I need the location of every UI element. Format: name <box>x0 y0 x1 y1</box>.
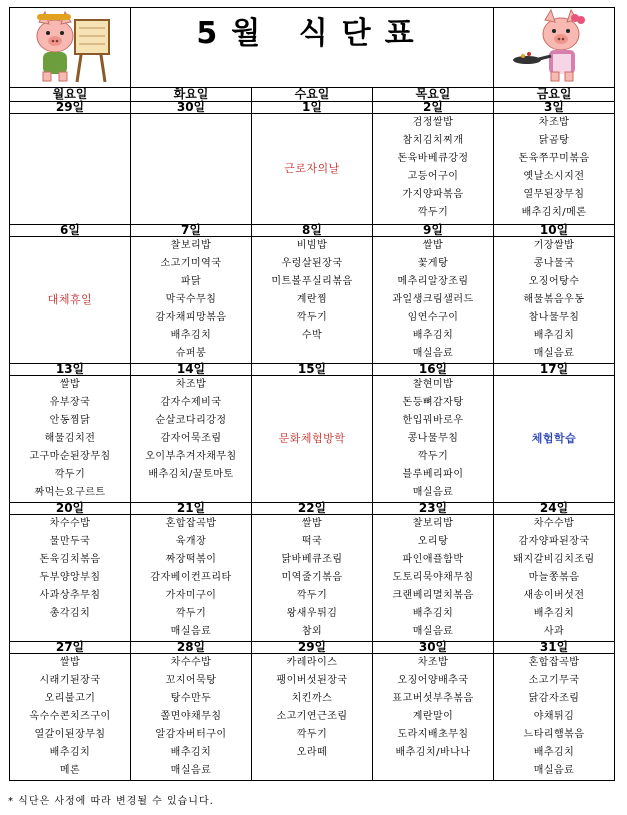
menu-item: 사과상추무침 <box>39 590 101 601</box>
menu-item: 야채튀김 <box>533 711 575 722</box>
menu-item: 차수수밥 <box>49 518 91 529</box>
menu-cell <box>252 515 373 642</box>
menu-item: 참외 <box>301 626 323 637</box>
menu-item: 유부장국 <box>49 397 91 408</box>
menu-item: 왕새우튀김 <box>286 608 338 619</box>
date-cell: 13일 <box>10 364 131 376</box>
menu-cell <box>373 237 494 364</box>
menu-item: 찰보리밥 <box>412 518 454 529</box>
menu-item: 깍두기 <box>296 590 328 601</box>
weekday-header: 월요일 <box>10 88 131 102</box>
menu-item: 감자수제비국 <box>160 397 222 408</box>
menu-cell <box>373 114 494 225</box>
menu-row <box>10 114 615 225</box>
menu-item: 매실음료 <box>533 348 575 359</box>
date-cell: 21일 <box>131 503 252 515</box>
menu-cell <box>252 237 373 364</box>
menu-item: 오리탕 <box>417 536 449 547</box>
menu-item: 가자미구이 <box>165 590 217 601</box>
menu-item: 매실음료 <box>412 487 454 498</box>
menu-item: 알감자버터구이 <box>155 729 227 740</box>
menu-item: 쌀밥 <box>59 379 81 390</box>
menu-item: 옥수수콘치즈구이 <box>29 711 111 722</box>
menu-item: 새송이버섯전 <box>523 590 585 601</box>
menu-item: 쫄면야채무침 <box>160 711 222 722</box>
date-row <box>10 102 615 114</box>
menu-item: 도토리묵야채무침 <box>392 572 474 583</box>
menu-cell <box>10 376 131 503</box>
menu-item: 돈육쭈꾸미볶음 <box>518 153 590 164</box>
menu-cell <box>494 515 615 642</box>
menu-row <box>10 376 615 503</box>
weekday-header: 화요일 <box>131 88 252 102</box>
menu-item: 깍두기 <box>296 729 328 740</box>
menu-item: 열무된장무침 <box>523 189 585 200</box>
menu-item: 블루베리파이 <box>402 469 464 480</box>
menu-item: 마늘쫑볶음 <box>528 572 580 583</box>
menu-item: 고구마순된장무침 <box>29 451 111 462</box>
event-label: 근로자의날 <box>284 162 340 175</box>
title-row <box>10 8 615 88</box>
menu-row <box>10 237 615 364</box>
menu-item: 도라지배초무침 <box>397 729 469 740</box>
menu-item: 깍두기 <box>175 608 207 619</box>
menu-item: 해물볶음우동 <box>523 294 585 305</box>
date-row <box>10 503 615 515</box>
menu-item: 미트볼푸실리볶음 <box>271 276 353 287</box>
date-cell: 28일 <box>131 642 252 654</box>
menu-item: 돈육김치볶음 <box>39 554 101 565</box>
menu-item: 과일생크림샐러드 <box>392 294 474 305</box>
menu-item: 혼합잡곡밥 <box>528 657 580 668</box>
menu-item: 감자양파된장국 <box>518 536 590 547</box>
menu-cell <box>252 376 373 503</box>
menu-item: 찰현미밥 <box>412 379 454 390</box>
date-cell: 1일 <box>252 102 373 114</box>
date-cell: 3일 <box>494 102 615 114</box>
menu-item: 오리불고기 <box>44 693 96 704</box>
menu-item: 매실음료 <box>412 348 454 359</box>
menu-item: 깍두기 <box>54 469 86 480</box>
menu-cell <box>373 654 494 781</box>
menu-item: 배추김치/꿀토마토 <box>148 469 234 480</box>
menu-item: 감자채피망볶음 <box>155 312 227 323</box>
menu-item: 육개장 <box>175 536 207 547</box>
weekday-header: 수요일 <box>252 88 373 102</box>
menu-item: 팽이버섯된장국 <box>276 675 348 686</box>
menu-item: 혼합잡곡밥 <box>165 518 217 529</box>
menu-item: 수박 <box>301 330 323 341</box>
date-cell: 30일 <box>373 642 494 654</box>
event-label: 대체휴일 <box>47 293 93 306</box>
pig-painter-cell <box>10 8 131 88</box>
date-cell: 17일 <box>494 364 615 376</box>
page-title: 5월 식단표 <box>131 8 494 88</box>
date-cell: 10일 <box>494 225 615 237</box>
menu-item: 쌀밥 <box>422 240 444 251</box>
menu-item: 돼지갈비김치조림 <box>513 554 595 565</box>
menu-item: 계란말이 <box>412 711 454 722</box>
menu-item: 돈등뼈감자탕 <box>402 397 464 408</box>
menu-item: 검정쌀밥 <box>412 117 454 128</box>
menu-item: 배추김치 <box>170 330 212 341</box>
menu-item: 소고기미역국 <box>160 258 222 269</box>
menu-item: 오징어탕수 <box>528 276 580 287</box>
menu-item: 가지양파볶음 <box>402 189 464 200</box>
pig-chef-cell <box>494 8 615 88</box>
menu-cell <box>373 376 494 503</box>
menu-item: 매실음료 <box>412 626 454 637</box>
menu-item: 참나물무침 <box>528 312 580 323</box>
menu-item: 파닭 <box>180 276 202 287</box>
date-cell: 15일 <box>252 364 373 376</box>
menu-cell <box>10 654 131 781</box>
menu-item: 옛날소시지전 <box>523 171 585 182</box>
menu-item: 파인애플함박 <box>402 554 464 565</box>
menu-item: 배추김치 <box>412 608 454 619</box>
date-row <box>10 225 615 237</box>
menu-item: 탕수만두 <box>170 693 212 704</box>
menu-item: 열갈이된장무침 <box>34 729 106 740</box>
menu-item: 미역줄기볶음 <box>281 572 343 583</box>
menu-item: 참치김치찌개 <box>402 135 464 146</box>
menu-item: 짜먹는요구르트 <box>34 487 106 498</box>
menu-item: 닭감자조림 <box>528 693 580 704</box>
menu-cell <box>10 237 131 364</box>
menu-item: 느타리햄볶음 <box>523 729 585 740</box>
event-label: 체험학습 <box>531 432 577 445</box>
menu-item: 차수수밥 <box>170 657 212 668</box>
menu-item: 배추김치 <box>533 330 575 341</box>
menu-cell <box>131 114 252 225</box>
menu-item: 배추김치 <box>533 608 575 619</box>
menu-item: 메추리알장조림 <box>397 276 469 287</box>
menu-row <box>10 654 615 781</box>
menu-item: 차조밥 <box>538 117 570 128</box>
menu-item: 콩나물무침 <box>407 433 459 444</box>
date-cell: 7일 <box>131 225 252 237</box>
menu-item: 비빔밥 <box>296 240 328 251</box>
menu-item: 매실음료 <box>533 765 575 776</box>
date-cell: 14일 <box>131 364 252 376</box>
weekday-header: 금요일 <box>494 88 615 102</box>
menu-item: 오라떼 <box>296 747 328 758</box>
date-cell: 31일 <box>494 642 615 654</box>
menu-item: 감자어묵조림 <box>160 433 222 444</box>
date-cell: 2일 <box>373 102 494 114</box>
menu-item: 카레라이스 <box>286 657 338 668</box>
menu-item: 계란찜 <box>296 294 328 305</box>
date-cell: 29일 <box>252 642 373 654</box>
meal-plan-table <box>9 7 615 781</box>
menu-cell <box>494 654 615 781</box>
menu-item: 우렁살된장국 <box>281 258 343 269</box>
menu-item: 돈육바베큐강정 <box>397 153 469 164</box>
menu-item: 표고버섯부추볶음 <box>392 693 474 704</box>
date-cell: 29일 <box>10 102 131 114</box>
menu-cell <box>494 376 615 503</box>
menu-item: 슈퍼봉 <box>175 348 207 359</box>
date-cell: 30일 <box>131 102 252 114</box>
date-row <box>10 642 615 654</box>
menu-item: 차조밥 <box>175 379 207 390</box>
date-cell: 8일 <box>252 225 373 237</box>
menu-cell <box>252 114 373 225</box>
menu-item: 차조밥 <box>417 657 449 668</box>
menu-item: 깍두기 <box>417 451 449 462</box>
menu-item: 크랜베리멸치볶음 <box>392 590 474 601</box>
date-cell: 24일 <box>494 503 615 515</box>
menu-cell <box>131 515 252 642</box>
event-label: 문화체험방학 <box>278 432 346 445</box>
menu-item: 배추김치 <box>49 747 91 758</box>
menu-item: 꼬지어묵탕 <box>165 675 217 686</box>
menu-cell <box>494 237 615 364</box>
menu-item: 감자베이컨프리타 <box>150 572 232 583</box>
date-cell: 20일 <box>10 503 131 515</box>
menu-item: 순살코다리강정 <box>155 415 227 426</box>
date-cell: 9일 <box>373 225 494 237</box>
menu-item: 기장쌀밥 <box>533 240 575 251</box>
menu-item: 배추김치 <box>412 330 454 341</box>
date-cell: 16일 <box>373 364 494 376</box>
menu-item: 오이부추겨자채무침 <box>145 451 237 462</box>
menu-cell <box>252 654 373 781</box>
menu-item: 임연수구이 <box>407 312 459 323</box>
menu-item: 깍두기 <box>296 312 328 323</box>
menu-item: 깍두기 <box>417 207 449 218</box>
menu-cell <box>131 376 252 503</box>
menu-item: 닭곰탕 <box>538 135 570 146</box>
change-notice: * 식단은 사정에 따라 변경될 수 있습니다. <box>8 796 214 807</box>
menu-item: 떡국 <box>301 536 323 547</box>
menu-item: 총각김치 <box>49 608 91 619</box>
menu-item: 해물김치전 <box>44 433 96 444</box>
date-cell: 22일 <box>252 503 373 515</box>
menu-item: 배추김치 <box>533 747 575 758</box>
pig-chef-icon <box>509 8 599 83</box>
menu-item: 배추김치 <box>170 747 212 758</box>
menu-item: 소고기연근조림 <box>276 711 348 722</box>
menu-row <box>10 515 615 642</box>
date-cell: 6일 <box>10 225 131 237</box>
menu-item: 소고기무국 <box>528 675 580 686</box>
menu-item: 사과 <box>543 626 565 637</box>
menu-item: 배추김치/메론 <box>521 207 587 218</box>
menu-item: 물만두국 <box>49 536 91 547</box>
menu-cell <box>10 114 131 225</box>
menu-item: 매실음료 <box>170 765 212 776</box>
menu-cell <box>131 237 252 364</box>
menu-item: 닭바베큐조림 <box>281 554 343 565</box>
menu-item: 짜장떡볶이 <box>165 554 217 565</box>
menu-item: 꽃게탕 <box>417 258 449 269</box>
menu-cell <box>131 654 252 781</box>
menu-item: 오징어양배추국 <box>397 675 469 686</box>
menu-item: 두부양앙부침 <box>39 572 101 583</box>
menu-item: 메론 <box>59 765 81 776</box>
menu-cell <box>494 114 615 225</box>
date-row <box>10 364 615 376</box>
menu-item: 콩나물국 <box>533 258 575 269</box>
menu-item: 배추김치/바나나 <box>395 747 471 758</box>
menu-item: 쌀밥 <box>59 657 81 668</box>
menu-cell <box>10 515 131 642</box>
menu-item: 차수수밥 <box>533 518 575 529</box>
menu-item: 안동찜닭 <box>49 415 91 426</box>
date-cell: 23일 <box>373 503 494 515</box>
pig-painter-icon <box>25 8 115 83</box>
menu-item: 매실음료 <box>170 626 212 637</box>
weekday-header: 목요일 <box>373 88 494 102</box>
menu-item: 고등어구이 <box>407 171 459 182</box>
menu-item: 치킨까스 <box>291 693 333 704</box>
menu-item: 막국수무침 <box>165 294 217 305</box>
date-cell: 27일 <box>10 642 131 654</box>
menu-item: 시래기된장국 <box>39 675 101 686</box>
menu-cell <box>373 515 494 642</box>
menu-item: 찰보리밥 <box>170 240 212 251</box>
menu-item: 한입꿔바로우 <box>402 415 464 426</box>
menu-item: 쌀밥 <box>301 518 323 529</box>
